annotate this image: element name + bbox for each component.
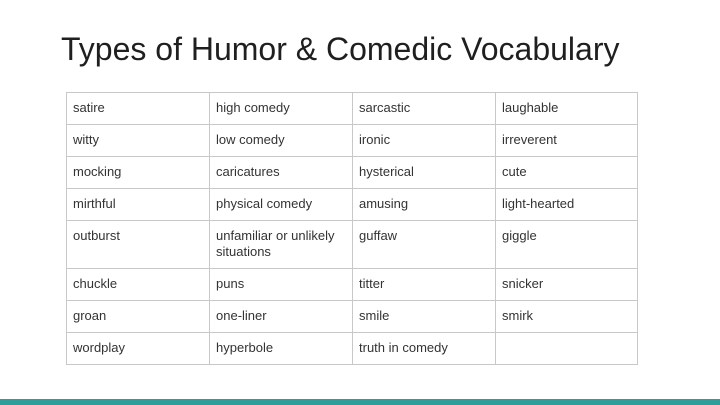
table-row <box>67 93 638 125</box>
table-cell: smile <box>353 301 496 333</box>
table-row <box>67 269 638 301</box>
table-cell: irreverent <box>496 125 638 157</box>
table-cell: wordplay <box>67 333 210 365</box>
table-row <box>67 125 638 157</box>
slide-title: Types of Humor & Comedic Vocabulary <box>61 31 620 67</box>
table-cell: chuckle <box>67 269 210 301</box>
table-cell: high comedy <box>210 93 353 125</box>
table-cell: guffaw <box>353 221 496 269</box>
bottom-accent-bar <box>0 399 720 405</box>
table-cell: unfamiliar or unlikely situations <box>210 221 353 269</box>
table-cell: hysterical <box>353 157 496 189</box>
table-row <box>67 189 638 221</box>
table-cell: amusing <box>353 189 496 221</box>
table-cell: light-hearted <box>496 189 638 221</box>
table-cell: truth in comedy <box>353 333 496 365</box>
table-cell: snicker <box>496 269 638 301</box>
table-cell: mirthful <box>67 189 210 221</box>
table-cell: giggle <box>496 221 638 269</box>
table-row <box>67 221 638 269</box>
table-cell: sarcastic <box>353 93 496 125</box>
table-cell: satire <box>67 93 210 125</box>
table-cell: physical comedy <box>210 189 353 221</box>
table-cell: ironic <box>353 125 496 157</box>
table-cell: puns <box>210 269 353 301</box>
table-row <box>67 333 638 365</box>
table-cell: mocking <box>67 157 210 189</box>
table-cell: laughable <box>496 93 638 125</box>
table-cell: smirk <box>496 301 638 333</box>
table-cell: cute <box>496 157 638 189</box>
table-cell: caricatures <box>210 157 353 189</box>
table-cell: one-liner <box>210 301 353 333</box>
table-cell: titter <box>353 269 496 301</box>
table-cell: outburst <box>67 221 210 269</box>
table-cell: groan <box>67 301 210 333</box>
vocabulary-table <box>66 92 638 365</box>
table-row <box>67 301 638 333</box>
table-cell: hyperbole <box>210 333 353 365</box>
table-cell: witty <box>67 125 210 157</box>
table-cell: low comedy <box>210 125 353 157</box>
table-cell <box>496 333 638 365</box>
table-row <box>67 157 638 189</box>
